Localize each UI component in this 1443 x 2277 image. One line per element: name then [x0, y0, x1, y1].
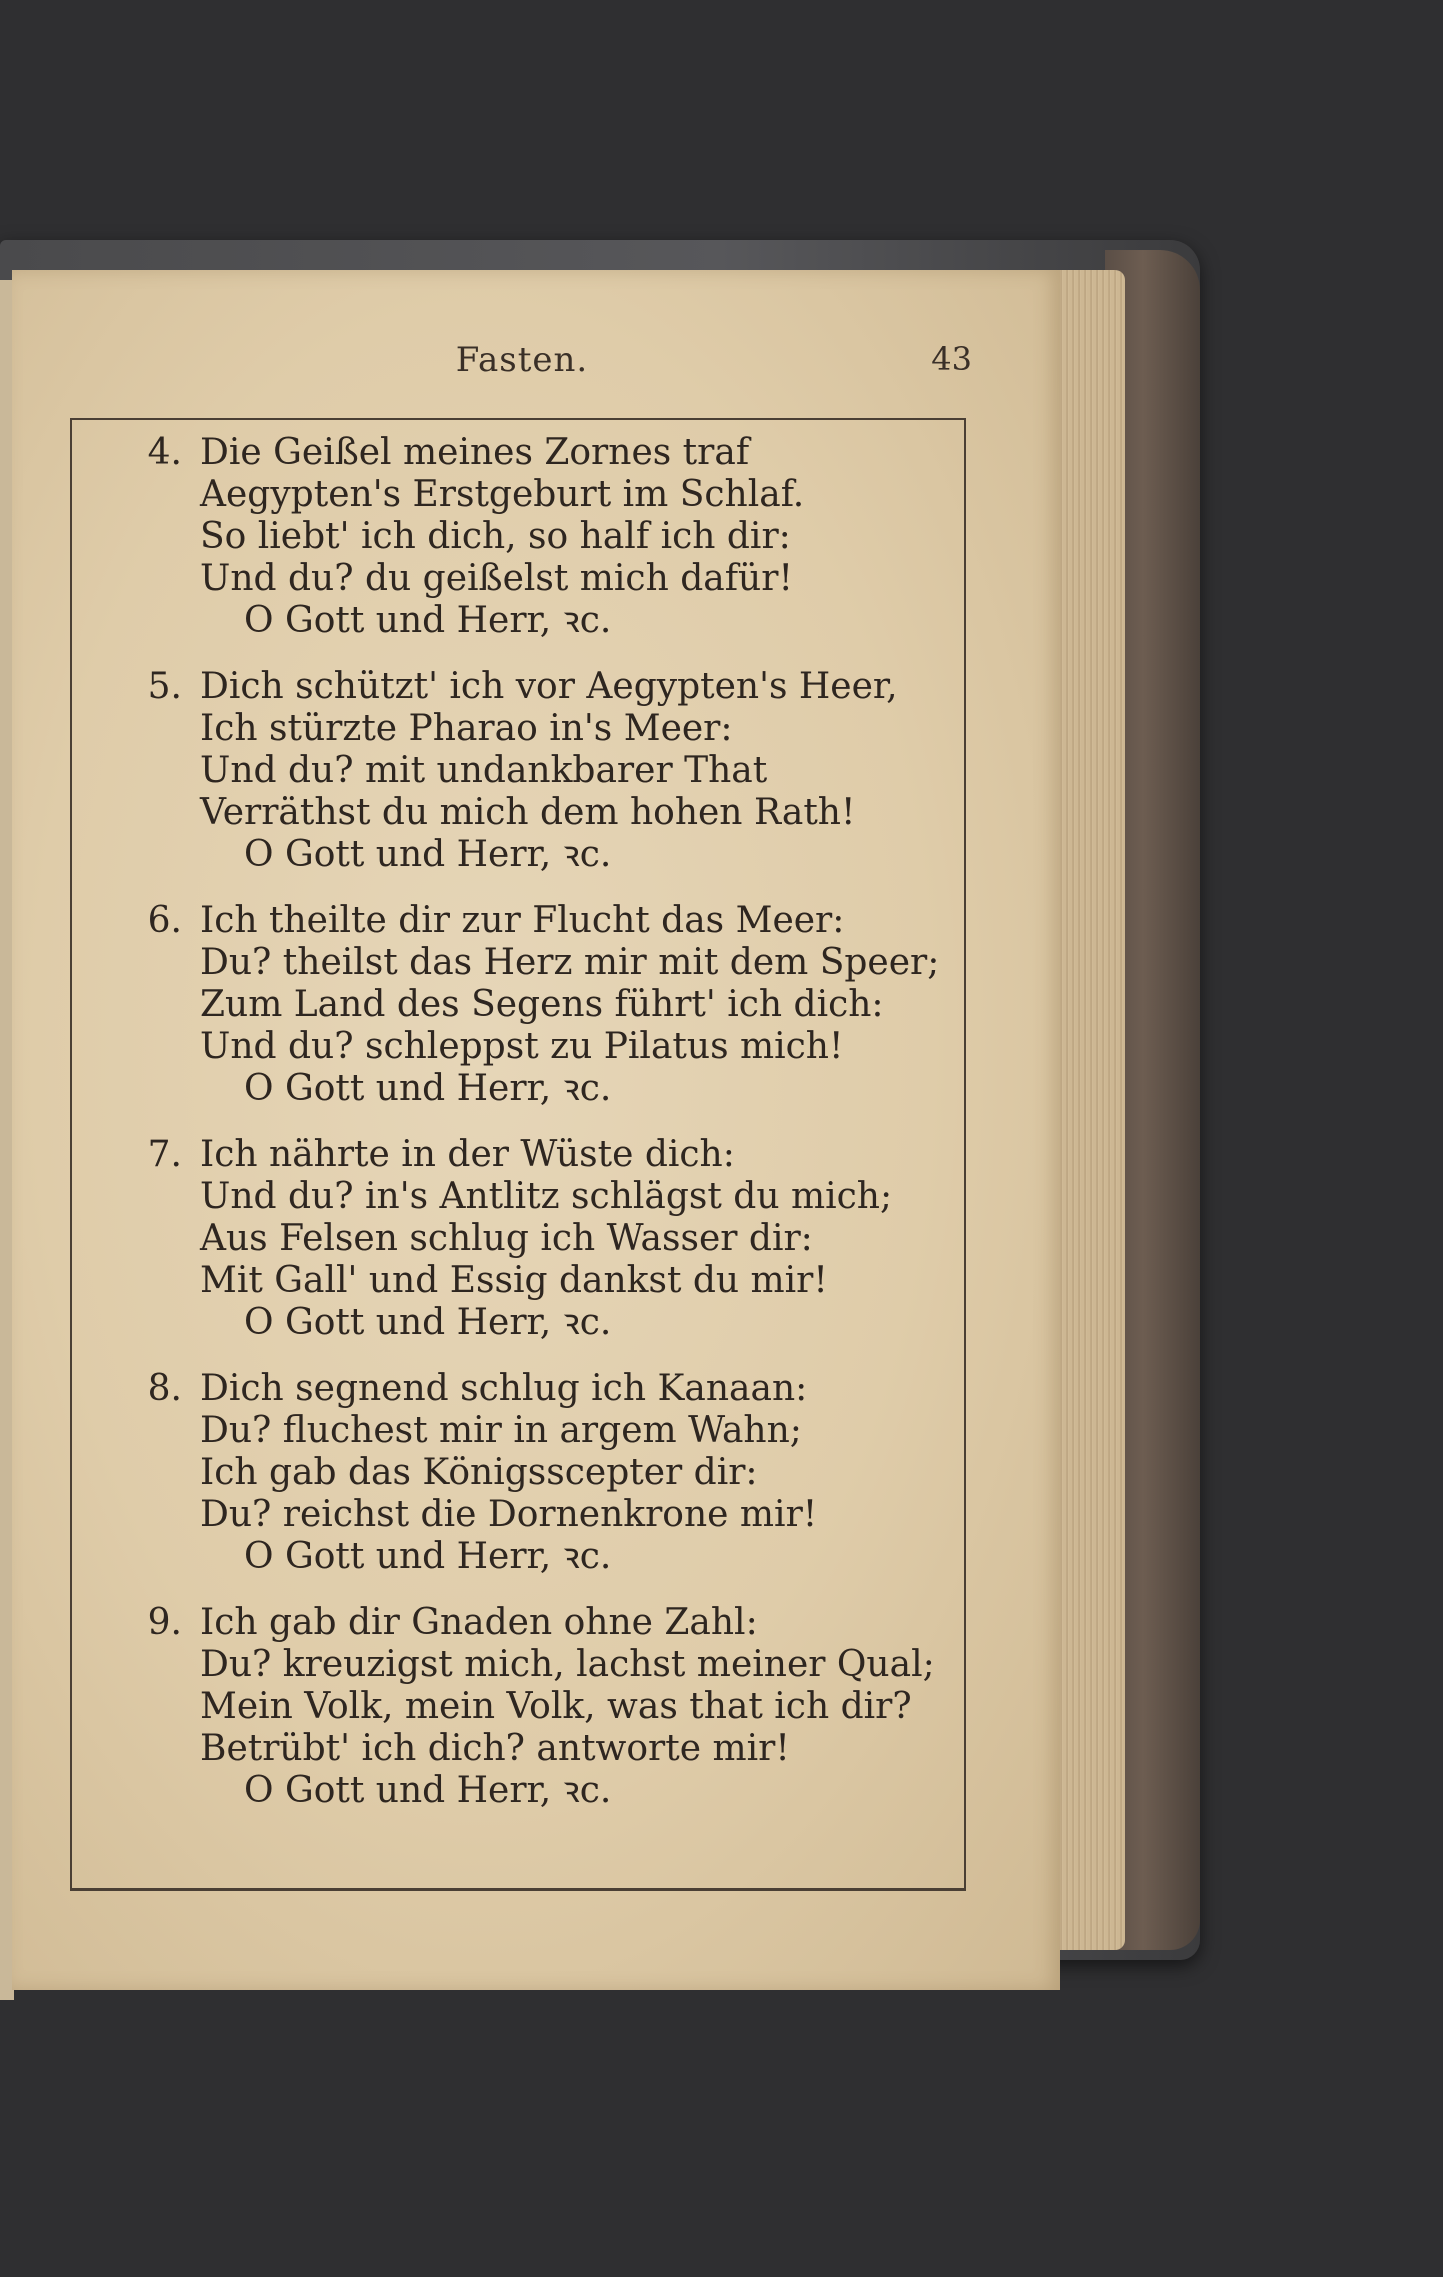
- refrain-line: O Gott und Herr, ꝛc.: [244, 1770, 612, 1811]
- stanza-line: [132, 432, 992, 474]
- stanza-6: [132, 900, 992, 1110]
- stanza-line: [132, 1602, 992, 1644]
- book-page: [12, 270, 1060, 1990]
- stanza-line: Mit Gall' und Essig dankst du mir!: [200, 1260, 828, 1301]
- stanza-line: Aegypten's Erstgeburt im Schlaf.: [200, 474, 805, 515]
- stanza-line: Du? reichst die Dornenkrone mir!: [200, 1494, 818, 1535]
- stanza-number: 6.: [147, 900, 182, 941]
- running-head: [72, 340, 972, 390]
- stanza-line: Du? theilst das Herz mir mit dem Speer;: [200, 942, 940, 983]
- running-title: Fasten.: [455, 340, 589, 380]
- stanza-number: 4.: [147, 432, 182, 473]
- stanza-line: Und du? in's Antlitz schlägst du mich;: [200, 1176, 893, 1217]
- verse-text: Die Geißel meines Zornes traf: [200, 432, 750, 473]
- stanza-line: Betrübt' ich dich? antworte mir!: [200, 1728, 790, 1769]
- stanza-line: Verräthst du mich dem hohen Rath!: [200, 792, 856, 833]
- verse-text: Dich schützt' ich vor Aegypten's Heer,: [200, 666, 898, 707]
- stanza-line: Mein Volk, mein Volk, was that ich dir?: [200, 1686, 912, 1727]
- refrain-line: O Gott und Herr, ꝛc.: [244, 600, 612, 641]
- stanza-number: 8.: [147, 1368, 182, 1409]
- stanza-line: Du? fluchest mir in argem Wahn;: [200, 1410, 802, 1451]
- refrain-line: O Gott und Herr, ꝛc.: [244, 1068, 612, 1109]
- stanza-9: [132, 1602, 992, 1812]
- stanza-line: Aus Felsen schlug ich Wasser dir:: [200, 1218, 813, 1259]
- stanza-7: [132, 1134, 992, 1344]
- stanza-line: Und du? mit undankbarer That: [200, 750, 768, 791]
- verse-text: Ich theilte dir zur Flucht das Meer:: [200, 900, 845, 941]
- stanza-number: 5.: [147, 666, 182, 707]
- page-number: 43: [931, 340, 972, 378]
- verse-text: Ich nährte in der Wüste dich:: [200, 1134, 735, 1175]
- stanza-number: 7.: [147, 1134, 182, 1175]
- refrain-line: O Gott und Herr, ꝛc.: [244, 834, 612, 875]
- stanza-line: [132, 666, 992, 708]
- stanza-line: So liebt' ich dich, so half ich dir:: [200, 516, 791, 557]
- stanza-line: Ich stürzte Pharao in's Meer:: [200, 708, 733, 749]
- stanza-8: [132, 1368, 992, 1578]
- stanza-number: 9.: [147, 1602, 182, 1643]
- stanza-line: [132, 900, 992, 942]
- refrain-line: O Gott und Herr, ꝛc.: [244, 1536, 612, 1577]
- stanza-4: [132, 432, 992, 642]
- stanza-line: Du? kreuzigst mich, lachst meiner Qual;: [200, 1644, 935, 1685]
- verse-text: Dich segnend schlug ich Kanaan:: [200, 1368, 808, 1409]
- stanza-line: Und du? schleppst zu Pilatus mich!: [200, 1026, 844, 1067]
- refrain-line: O Gott und Herr, ꝛc.: [244, 1302, 612, 1343]
- stanza-line: [132, 1368, 992, 1410]
- stanza-5: [132, 666, 992, 876]
- stanza-line: Und du? du geißelst mich dafür!: [200, 558, 793, 599]
- text-frame: [70, 418, 966, 1891]
- stanza-line: Ich gab das Königsscepter dir:: [200, 1452, 758, 1493]
- stanza-line: [132, 1134, 992, 1176]
- stanza-line: Zum Land des Segens führt' ich dich:: [200, 984, 884, 1025]
- verse-text: Ich gab dir Gnaden ohne Zahl:: [200, 1602, 758, 1643]
